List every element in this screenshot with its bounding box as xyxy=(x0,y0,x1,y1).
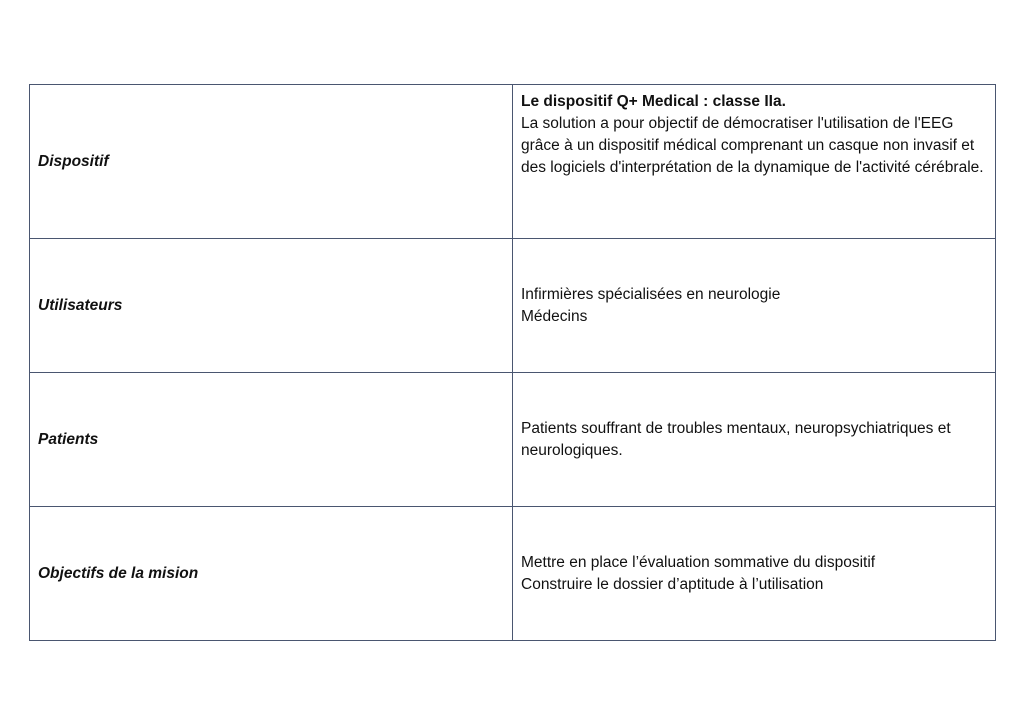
device-description: La solution a pour objectif de démocratiser l'utilisation de l'EEG grâce à un dispositif médical comprenant un casque non invasif et des logiciels d'interprétation de la dynamique de l'activité cérébrale. xyxy=(521,115,984,176)
table-row-utilisateurs xyxy=(30,239,996,373)
row-value-patients xyxy=(513,373,996,507)
row-value-objectifs xyxy=(513,507,996,641)
patients-description: Patients souffrant de troubles mentaux, neuropsychiatriques et neurologiques. xyxy=(521,419,951,459)
row-value-dispositif xyxy=(513,85,996,239)
info-table xyxy=(29,84,996,641)
row-value-utilisateurs xyxy=(513,239,996,373)
row-label-patients: Patients xyxy=(30,373,513,507)
row-label-utilisateurs: Utilisateurs xyxy=(30,239,513,373)
user-line: Médecins xyxy=(521,307,588,325)
row-label-dispositif: Dispositif xyxy=(30,85,513,239)
table-row-dispositif xyxy=(30,85,996,239)
row-label-objectifs: Objectifs de la mision xyxy=(30,507,513,641)
objective-line: Construire le dossier d’aptitude à l’utilisation xyxy=(521,575,824,593)
device-title: Le dispositif Q+ Medical : classe IIa. xyxy=(521,93,786,110)
table-row-objectifs xyxy=(30,507,996,641)
table-row-patients xyxy=(30,373,996,507)
objective-line: Mettre en place l’évaluation sommative du dispositif xyxy=(521,553,876,571)
user-line: Infirmières spécialisées en neurologie xyxy=(521,285,781,303)
